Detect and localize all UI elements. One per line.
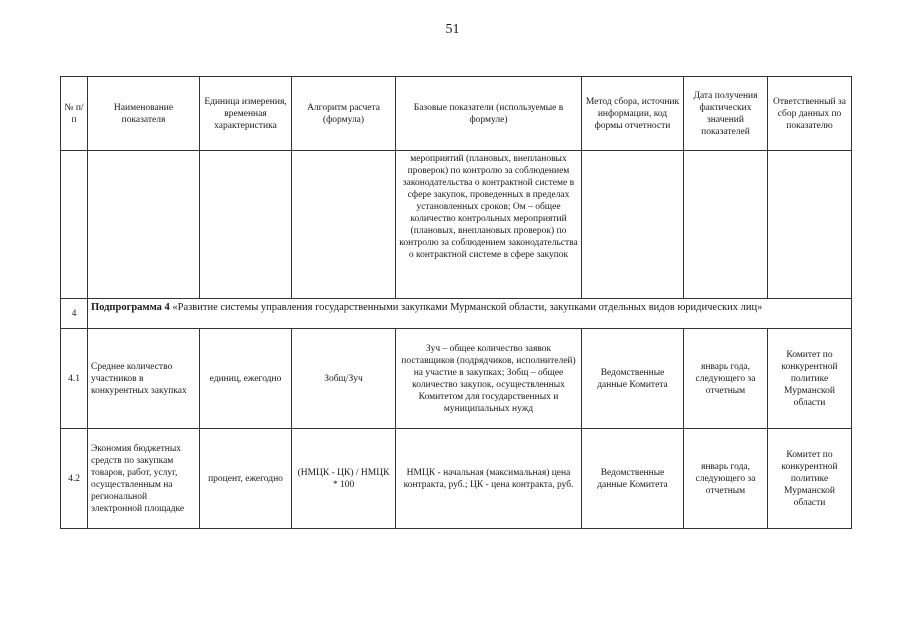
header-method: Метод сбора, источник информации, код формы отчетности <box>582 77 684 151</box>
indicators-table <box>60 76 852 529</box>
table-row-continuation <box>61 151 852 299</box>
cell-empty <box>768 151 852 299</box>
header-unit: Единица измерения, временная характеристика <box>200 77 292 151</box>
page-number: 51 <box>445 22 460 37</box>
cell-empty <box>684 151 768 299</box>
cell-unit: единиц, ежегодно <box>200 329 292 429</box>
header-responsible: Ответственный за сбор данных по показателю <box>768 77 852 151</box>
cell-empty <box>88 151 200 299</box>
cell-base: Зуч – общее количество заявок поставщиков (подрядчиков, исполнителей) на участие в закупках; Зобщ – общее количество закупок, осуществленных Комитетом для государственных и муниципальных нужд <box>396 329 582 429</box>
cell-empty <box>582 151 684 299</box>
table-row <box>61 329 852 429</box>
cell-empty <box>61 151 88 299</box>
header-base: Базовые показатели (используемые в формуле) <box>396 77 582 151</box>
cell-num: 4.1 <box>61 329 88 429</box>
cell-name: Среднее количество участников в конкурентных закупках <box>88 329 200 429</box>
cell-unit: процент, ежегодно <box>200 429 292 529</box>
cell-base-continuation: мероприятий (плановых, внеплановых проверок) по контролю за соблюдением законодательства о контрактной системе в сфере закупок, проведенных в пределах установленных сроков; Ом – общее количество контрольных мероприятий (плановых, внеплановых проверок) по контролю за соблюдением законодательства о контрактной системе в сфере закупок <box>396 151 582 299</box>
cell-responsible: Комитет по конкурентной политике Мурманской области <box>768 329 852 429</box>
cell-num: 4.2 <box>61 429 88 529</box>
cell-base: НМЦК - начальная (максимальная) цена контракта, руб.; ЦК - цена контракта, руб. <box>396 429 582 529</box>
table-header-row <box>61 77 852 151</box>
header-algorithm: Алгоритм расчета (формула) <box>292 77 396 151</box>
cell-empty <box>200 151 292 299</box>
cell-method: Ведомственные данные Комитета <box>582 429 684 529</box>
header-num: № п/п <box>61 77 88 151</box>
cell-subprogram-num: 4 <box>61 299 88 329</box>
cell-empty <box>292 151 396 299</box>
cell-date: январь года, следующего за отчетным <box>684 429 768 529</box>
cell-algorithm: Зобщ/Зуч <box>292 329 396 429</box>
header-name: Наименование показателя <box>88 77 200 151</box>
subprogram-title-bold: Подпрограмма 4 <box>91 302 170 313</box>
subprogram-title-rest: «Развитие системы управления государственными закупками Мурманской области, закупками отдельных видов юридических лиц» <box>169 302 763 313</box>
cell-subprogram-title <box>88 299 852 329</box>
cell-name: Экономия бюджетных средств по закупкам товаров, работ, услуг, осуществленным на региональной электронной площадке <box>88 429 200 529</box>
cell-algorithm: (НМЦК - ЦК) / НМЦК * 100 <box>292 429 396 529</box>
header-date: Дата получения фактических значений показателей <box>684 77 768 151</box>
cell-date: январь года, следующего за отчетным <box>684 329 768 429</box>
table-row <box>61 429 852 529</box>
cell-responsible: Комитет по конкурентной политике Мурманской области <box>768 429 852 529</box>
table-row-subprogram <box>61 299 852 329</box>
cell-method: Ведомственные данные Комитета <box>582 329 684 429</box>
